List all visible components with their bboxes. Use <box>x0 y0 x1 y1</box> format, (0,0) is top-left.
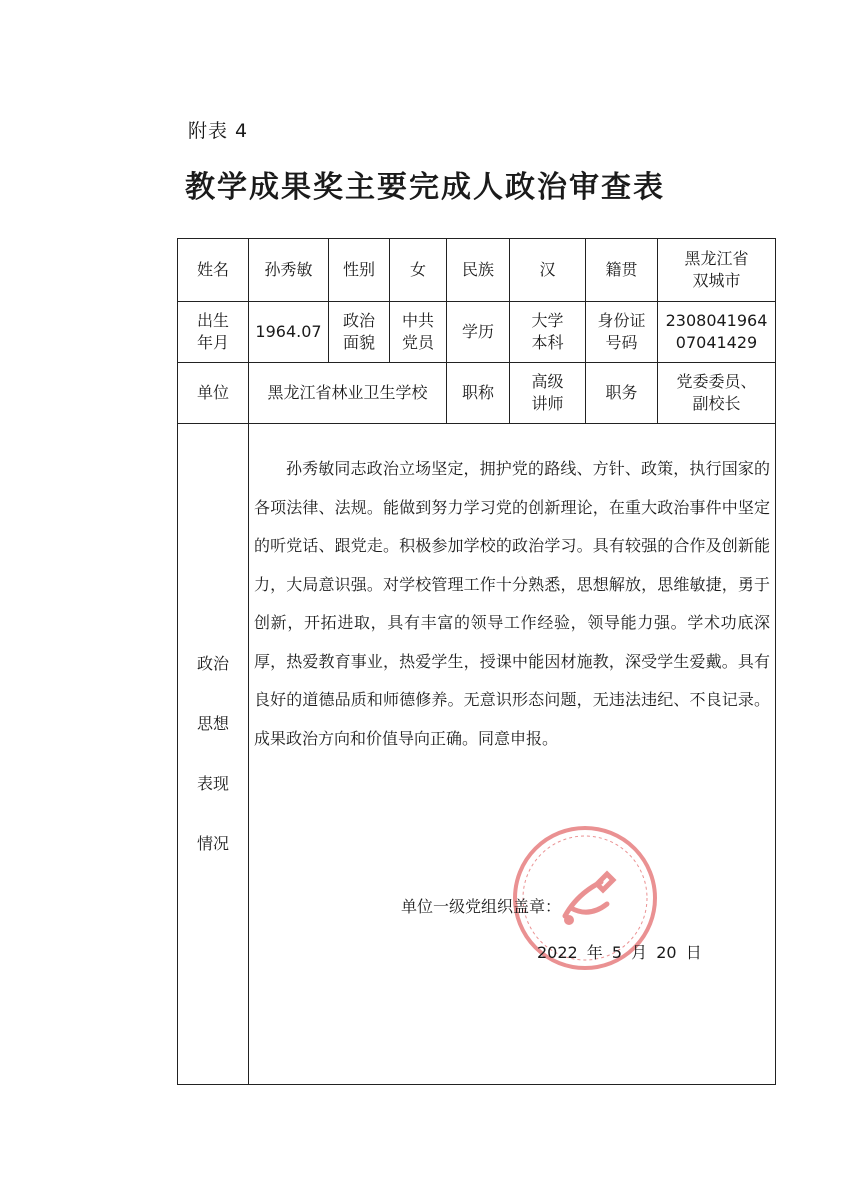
id-label <box>586 302 658 363</box>
birth-value: 1964.07 <box>249 302 329 363</box>
unit-label: 单位 <box>178 363 249 424</box>
native-place-line: 黑龙江省 <box>684 249 749 268</box>
ethnicity-label: 民族 <box>447 239 510 302</box>
id-number-line: 07041429 <box>675 333 758 352</box>
position-label: 职务 <box>586 363 658 424</box>
seal-label: 单位一级党组织盖章： <box>401 897 562 916</box>
education-label: 学历 <box>447 302 510 363</box>
political-status-label-line: 面貌 <box>342 333 375 352</box>
political-status-line: 党员 <box>401 333 434 352</box>
review-form-table <box>177 238 776 1085</box>
gender-label: 性别 <box>329 239 390 302</box>
professional-title-line: 讲师 <box>531 394 564 413</box>
table-row <box>178 239 776 302</box>
table-row <box>178 302 776 363</box>
political-label-line: 政治 <box>196 654 229 673</box>
political-status-label <box>329 302 390 363</box>
professional-title-line: 高级 <box>531 372 564 391</box>
table-row <box>178 424 776 1085</box>
political-status-line: 中共 <box>401 311 434 330</box>
id-label-line: 号码 <box>605 333 638 352</box>
education-line: 大学 <box>531 311 564 330</box>
native-place-label: 籍贯 <box>586 239 658 302</box>
birth-label <box>178 302 249 363</box>
name-label: 姓名 <box>178 239 249 302</box>
id-value <box>658 302 776 363</box>
ethnicity-value: 汉 <box>510 239 586 302</box>
sign-date: 2022 年 5 月 20 日 <box>537 943 702 962</box>
political-status-label-line: 政治 <box>342 311 375 330</box>
attachment-label: 附表 4 <box>188 120 249 142</box>
id-number-line: 2308041964 <box>665 311 768 330</box>
education-line: 本科 <box>531 333 564 352</box>
gender-value: 女 <box>390 239 447 302</box>
political-performance-cell <box>249 424 776 1085</box>
table-row <box>178 363 776 424</box>
unit-value: 黑龙江省林业卫生学校 <box>249 363 447 424</box>
political-statement: 孙秀敏同志政治立场坚定，拥护党的路线、方针、政策，执行国家的各项法律、法规。能做到努力学习党的创新理论，在重大政治事件中坚定的听党话、跟党走。积极参加学校的政治学习。具有较强的合作及创新能力，大局意识强。对学校管理工作十分熟悉，思想解放，思维敏捷，勇于创新，开拓进取，具有丰富的领导工作经验，领导能力强。学术功底深厚，热爱教育事业，热爱学生，授课中能因材施教，深受学生爱戴。具有良好的道德品质和师德修养。无意识形态问题，无违法违纪、不良记录。成果政治方向和价值导向正确。同意申报。 <box>254 459 770 748</box>
education-value <box>510 302 586 363</box>
native-place-line: 双城市 <box>692 271 741 290</box>
position-line: 副校长 <box>692 394 741 413</box>
political-label-line: 思想 <box>196 714 229 733</box>
birth-label-line: 出生 <box>196 311 229 330</box>
professional-title-value <box>510 363 586 424</box>
native-place-value <box>658 239 776 302</box>
professional-title-label: 职称 <box>447 363 510 424</box>
political-status-value <box>390 302 447 363</box>
id-label-line: 身份证 <box>597 311 646 330</box>
political-label-line: 表现 <box>196 774 229 793</box>
political-performance-label <box>178 424 249 1085</box>
political-label-line: 情况 <box>196 834 229 853</box>
name-value: 孙秀敏 <box>249 239 329 302</box>
page-title: 教学成果奖主要完成人政治审查表 <box>185 170 665 205</box>
position-line: 党委委员、 <box>676 372 757 391</box>
birth-label-line: 年月 <box>196 333 229 352</box>
position-value <box>658 363 776 424</box>
